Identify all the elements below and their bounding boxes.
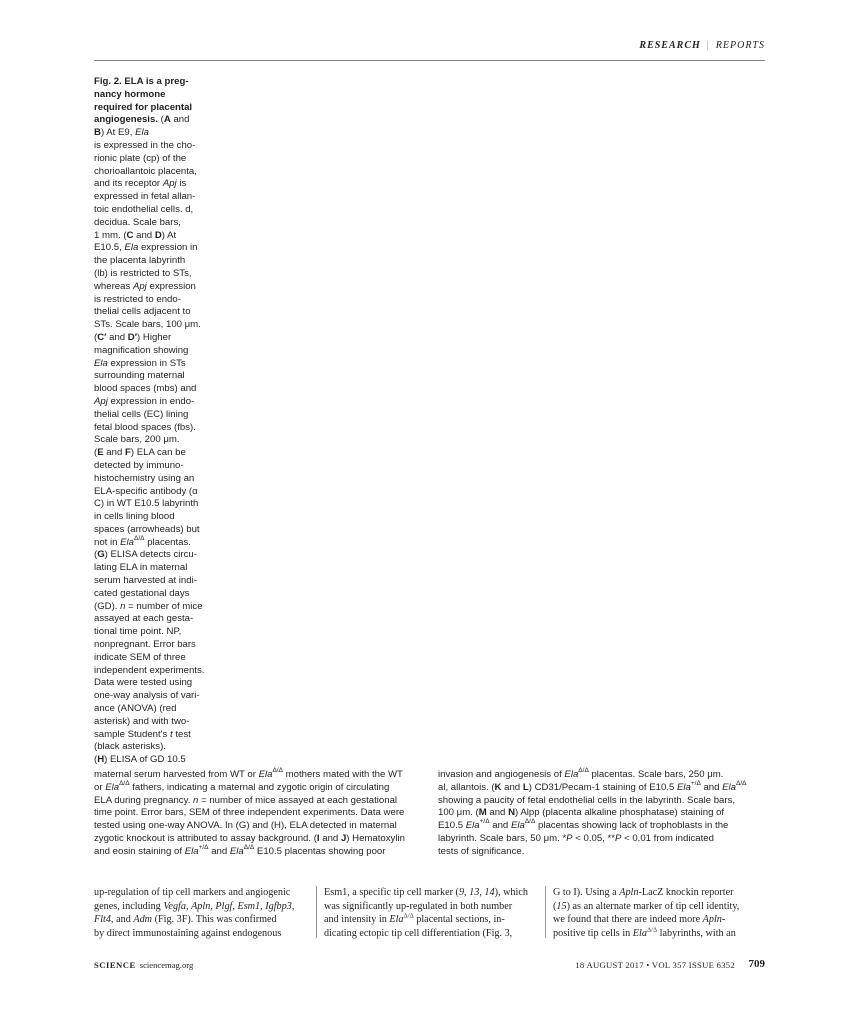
body-column-3: G to I). Using a Apln-LacZ knockin reporter (15) as an alternate marker of tip cell identity, we found that there are indeed more Apln- positive tip cells in Ela$^{\Delta/\Delta}$ labyrinths, with an [553, 887, 740, 939]
figure-caption-continued-left: maternal serum harvested from WT or Ela$^{\Delta/\Delta}$ mothers mated with the WT or Ela$^{\Delta/\Delta}$ fathers, indicating a maternal and zygotic origin of circulating ELA during pregnancy. n = number of mice assayed at each gestational time point. Error bars, SEM of three independent experiments. Data were tested using one-way ANOVA. In (G) and (H), ELA detected in maternal zygotic knockout is attributed to assay background. (I and J) Hematoxylin and eosin staining of Ela$^{+/\Delta}$ and Ela$^{\Delta/\Delta}$ E10.5 placentas showing poor [94, 766, 405, 857]
header-separator: | [706, 40, 710, 51]
body-column-2: Esm1, a specific tip cell marker (9, 13, 14), which was significantly up-regulated in both number and intensity in Ela$^{\Delta/\Delta}$ placental sections, in- dicating ectopic tip cell differentiation (Fig. 3, [324, 887, 528, 939]
figure-caption: Fig. 2. ELA is a preg- nancy hormone required for placental angiogenesis. (A and B) At E9, Ela is expressed in the cho- rionic plate (cp) of the chorioallantoic placenta, and its receptor Apj is expressed in fetal allan- toic endothelial cells. d, decidua. Scale bars, 1 mm. (C and D) At E10.5, Ela expression in the placenta labyrinth (lb) is restricted to STs, whereas Apj expression is restricted to endo- thelial cells adjacent to STs. Scale bars, 100 μm. (C′ and D′) Higher magnification showing Ela expression in STs surrounding maternal blood spaces (mbs) and Apj expression in endo- thelial cells (EC) lining fetal blood spaces (fbs). Scale bars, 200 μm. (E and F) ELA can be detected by immuno- histochemistry using an ELA-specific antibody (α C) in WT E10.5 labyrinth in cells lining blood spaces (arrowheads) but not in Ela$^{\Delta/\Delta}$ placentas. (G) ELISA detects circu- lating ELA in maternal serum harvested at indi- cated gestational days (GD). n = number of mice assayed at each gesta- tional time point. NP, nonpregnant. Error bars indicate SEM of three independent experiments. Data were tested using one-way analysis of vari- ance (ANOVA) (red asterisk) and with two- sample Student's t test (black asterisks). (H) ELISA of GD 10.5 [94, 76, 205, 766]
running-header [94, 40, 765, 61]
journal-site: sciencemag.org [139, 960, 194, 970]
section-label: RESEARCH [639, 40, 701, 51]
body-column-1: up-regulation of tip cell markers and angiogenic genes, including Vegfa, Apln, Plgf, Esm1, Igfbp3, Flt4, and Adm (Fig. 3F). This was confirmed by direct immunostaining against endogenous [94, 887, 295, 939]
journal-name: SCIENCE [94, 960, 136, 970]
column-rule [316, 886, 317, 938]
page-number: 709 [748, 958, 765, 970]
column-rule [545, 886, 546, 938]
figure-caption-continued-right: invasion and angiogenesis of Ela$^{\Delta/\Delta}$ placentas. Scale bars, 250 μm. al, allantois. (K and L) CD31/Pecam-1 staining of E10.5 Ela$^{+/\Delta}$ and Ela$^{\Delta/\Delta}$ showing a paucity of fetal endothelial cells in the labyrinth. Scale bars, 100 μm. (M and N) Alpp (placenta alkaline phosphatase) staining of E10.5 Ela$^{+/\Delta}$ and Ela$^{\Delta/\Delta}$ placentas showing lack of trophoblasts in the labyrinth. Scale bars, 50 μm. *P < 0.05, **P < 0.01 from indicated tests of significance. [438, 766, 747, 857]
issue-info: 18 AUGUST 2017 • VOL 357 ISSUE 6352 [575, 960, 735, 970]
subsection-label: REPORTS [715, 40, 765, 51]
page-footer [94, 960, 765, 976]
